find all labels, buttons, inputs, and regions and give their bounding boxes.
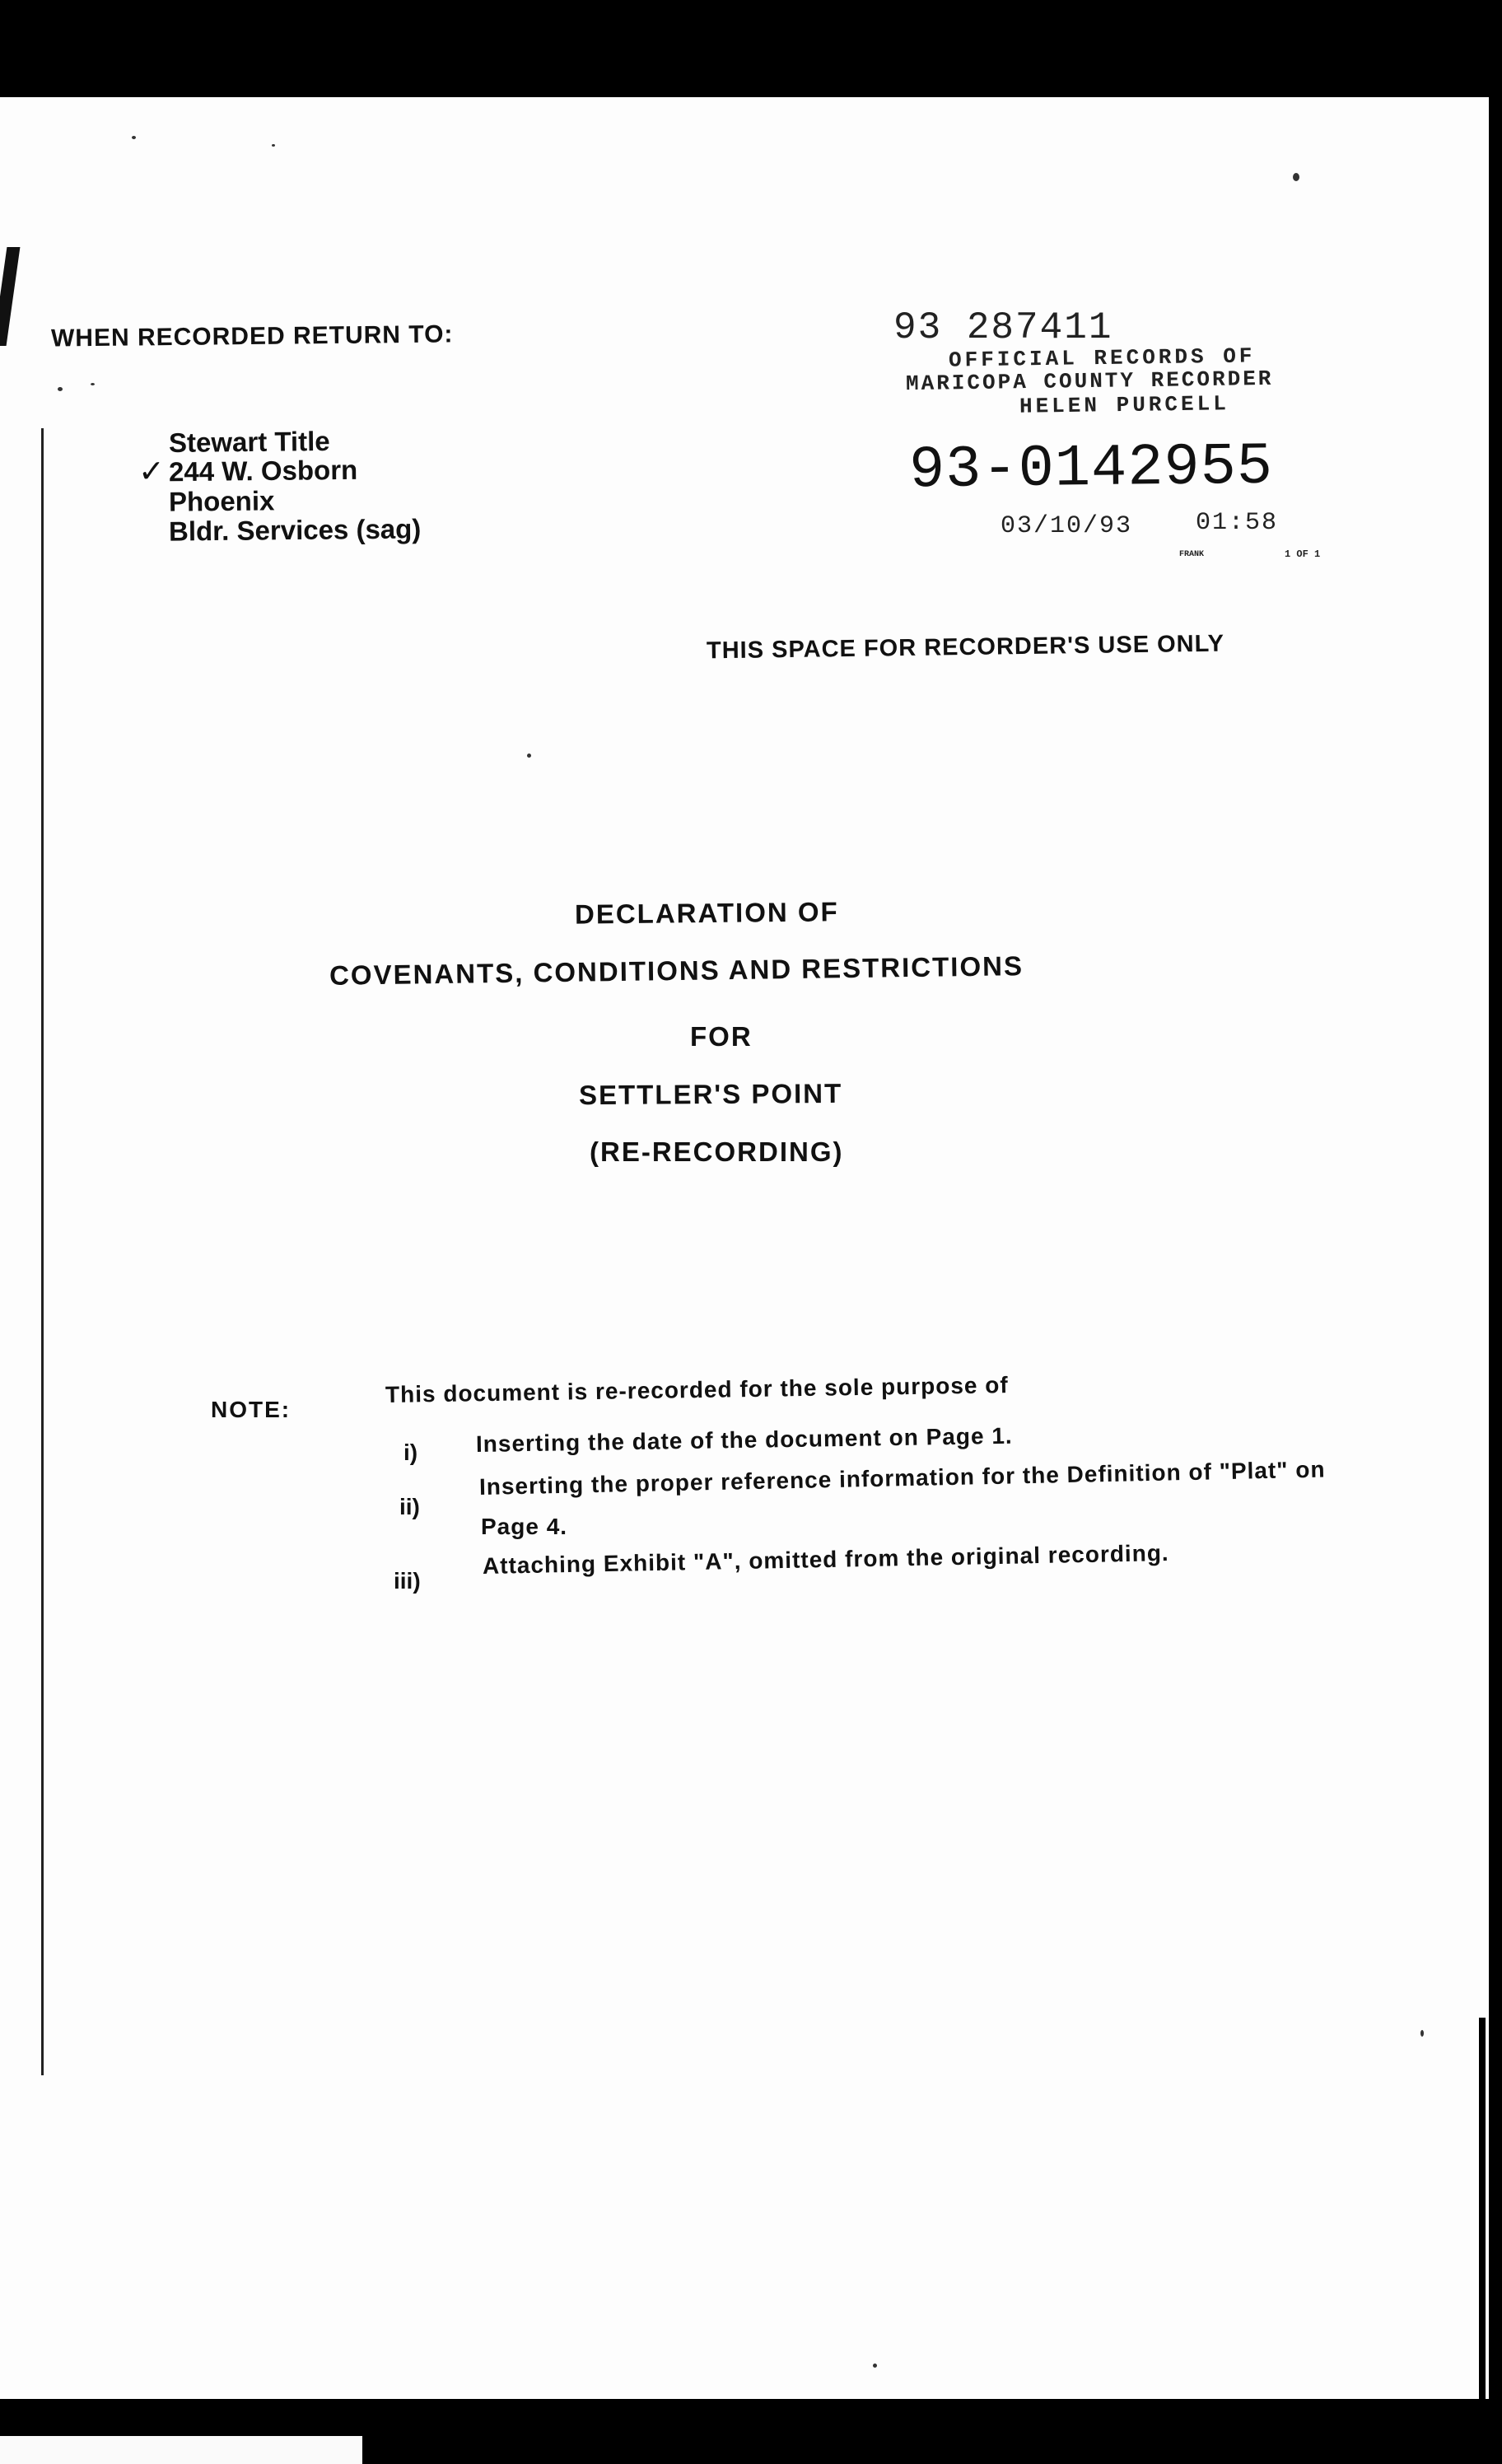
scan-speck	[1420, 2030, 1424, 2037]
county-recorder-line: MARICOPA COUNTY RECORDER	[905, 366, 1274, 397]
scan-speck	[527, 754, 531, 758]
scan-bottom-tab	[0, 2436, 362, 2464]
title-line-4: SETTLER'S POINT	[578, 1077, 843, 1111]
right-edge-shadow	[1479, 2018, 1486, 2429]
note-label: NOTE:	[211, 1397, 292, 1422]
title-line-1: DECLARATION OF	[574, 896, 839, 930]
record-time: 01:58	[1196, 509, 1279, 537]
scan-speck	[91, 383, 95, 385]
note-item-2-marker: ii)	[399, 1494, 420, 1519]
scan-speck	[272, 144, 275, 147]
recorder-name: HELEN PURCELL	[1019, 391, 1230, 419]
page-count: 1 OF 1	[1285, 548, 1321, 560]
title-line-5: (RE-RECORDING)	[590, 1136, 844, 1167]
fee-number: 93 287411	[893, 306, 1113, 349]
recorder-space-note: THIS SPACE FOR RECORDER'S USE ONLY	[706, 630, 1225, 665]
note-item-1-text: Inserting the date of the document on Page 1.	[475, 1422, 1013, 1457]
scan-speck	[873, 2364, 877, 2368]
return-line-3: Phoenix	[168, 485, 275, 517]
scan-speck	[58, 387, 63, 391]
record-date: 03/10/93	[1001, 512, 1133, 540]
document-number: 93-0142955	[908, 432, 1274, 505]
note-item-3-text: Attaching Exhibit "A", omitted from the original recording.	[482, 1539, 1169, 1579]
note-intro: This document is re-recorded for the sole purpose of	[385, 1372, 1009, 1407]
left-margin-rule	[41, 428, 44, 2075]
title-line-2: COVENANTS, CONDITIONS AND RESTRICTIONS	[329, 950, 1024, 991]
return-to-heading: WHEN RECORDED RETURN TO:	[50, 320, 454, 352]
checkmark-icon: ✓	[138, 453, 165, 489]
official-records-line: OFFICIAL RECORDS OF	[948, 343, 1256, 373]
return-line-4: Bldr. Services (sag)	[168, 513, 422, 547]
return-line-2: 244 W. Osborn	[168, 454, 358, 488]
scan-speck	[1293, 173, 1299, 181]
note-item-2-text: Inserting the proper reference information for the Definition of "Plat" on	[478, 1456, 1326, 1500]
scan-speck	[132, 136, 136, 139]
return-line-1: Stewart Title	[168, 425, 330, 459]
note-item-3-marker: iii)	[394, 1568, 421, 1594]
note-item-1-marker: i)	[403, 1440, 418, 1465]
clerk-initials: FRANK	[1179, 550, 1205, 559]
title-line-3: FOR	[690, 1021, 753, 1052]
note-item-2-continuation: Page 4.	[481, 1514, 568, 1539]
